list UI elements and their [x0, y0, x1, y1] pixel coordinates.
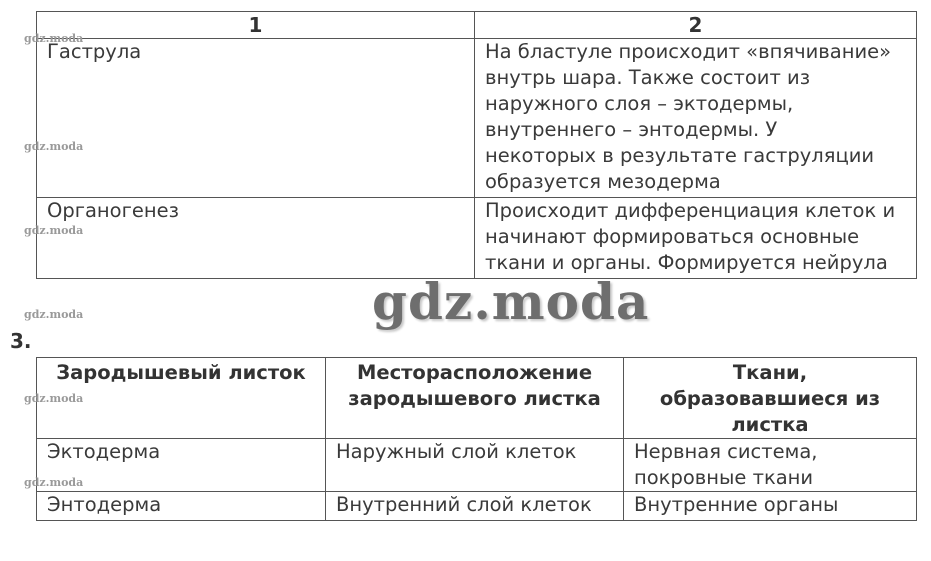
description-line: На бластуле происходит «впячивание»: [485, 40, 892, 63]
watermark-logo: gdz.moda: [372, 272, 650, 331]
description-line: Происходит дифференциация клеток и: [485, 199, 896, 222]
header-line: листка: [731, 413, 809, 436]
column-header-1: 1: [37, 12, 475, 39]
header-line: зародышевого листка: [348, 387, 601, 410]
watermark-small: gdz.moda: [24, 476, 84, 489]
description-line: образуется мезодерма: [485, 170, 721, 193]
stage-description: [475, 198, 917, 279]
watermark-small: gdz.moda: [24, 140, 84, 153]
germ-layers-table: [36, 357, 917, 521]
tissues-cell: [624, 492, 917, 521]
location-cell: Внутренний слой клеток: [326, 492, 624, 521]
watermark-small: gdz.moda: [24, 392, 84, 405]
column-header-tissues: [624, 358, 917, 439]
table-row: [37, 492, 917, 521]
table-header-row: [37, 358, 917, 439]
embryology-stages-table: [36, 11, 917, 279]
column-header-2: 2: [475, 12, 917, 39]
stage-term: Органогенез: [37, 198, 475, 279]
tissues-cell: [624, 439, 917, 492]
watermark-small: gdz.moda: [24, 308, 84, 321]
tissues-line: Внутренние органы: [634, 493, 839, 516]
tissues-line: Нервная система,: [634, 440, 818, 463]
layer-cell: Эктодерма: [37, 439, 326, 492]
table-row: [37, 439, 917, 492]
header-line: Зародышевый листок: [56, 361, 306, 384]
description-line: внутреннего – энтодермы. У: [485, 118, 778, 141]
section-number: 3.: [10, 329, 32, 353]
location-cell: Наружный слой клеток: [326, 439, 624, 492]
description-line: наружного слоя – эктодермы,: [485, 92, 794, 115]
layer-cell: Энтодерма: [37, 492, 326, 521]
description-line: внутрь шара. Также состоит из: [485, 66, 811, 89]
header-line: образовавшиеся из: [659, 387, 881, 410]
description-line: ткани и органы. Формируется нейрула: [485, 251, 888, 274]
description-line: некоторых в результате гаструляции: [485, 144, 875, 167]
watermark-small: gdz.moda: [24, 224, 84, 237]
watermark-small: gdz.moda: [24, 32, 84, 45]
stage-term: Гаструла: [37, 39, 475, 198]
table-row: [37, 39, 917, 198]
table-row: [37, 198, 917, 279]
table-header-row: [37, 12, 917, 39]
description-line: начинают формироваться основные: [485, 225, 860, 248]
header-line: Месторасположение: [356, 361, 593, 384]
stage-description: [475, 39, 917, 198]
tissues-line: покровные ткани: [634, 466, 814, 489]
header-line: Ткани,: [732, 361, 808, 384]
column-header-location: [326, 358, 624, 439]
